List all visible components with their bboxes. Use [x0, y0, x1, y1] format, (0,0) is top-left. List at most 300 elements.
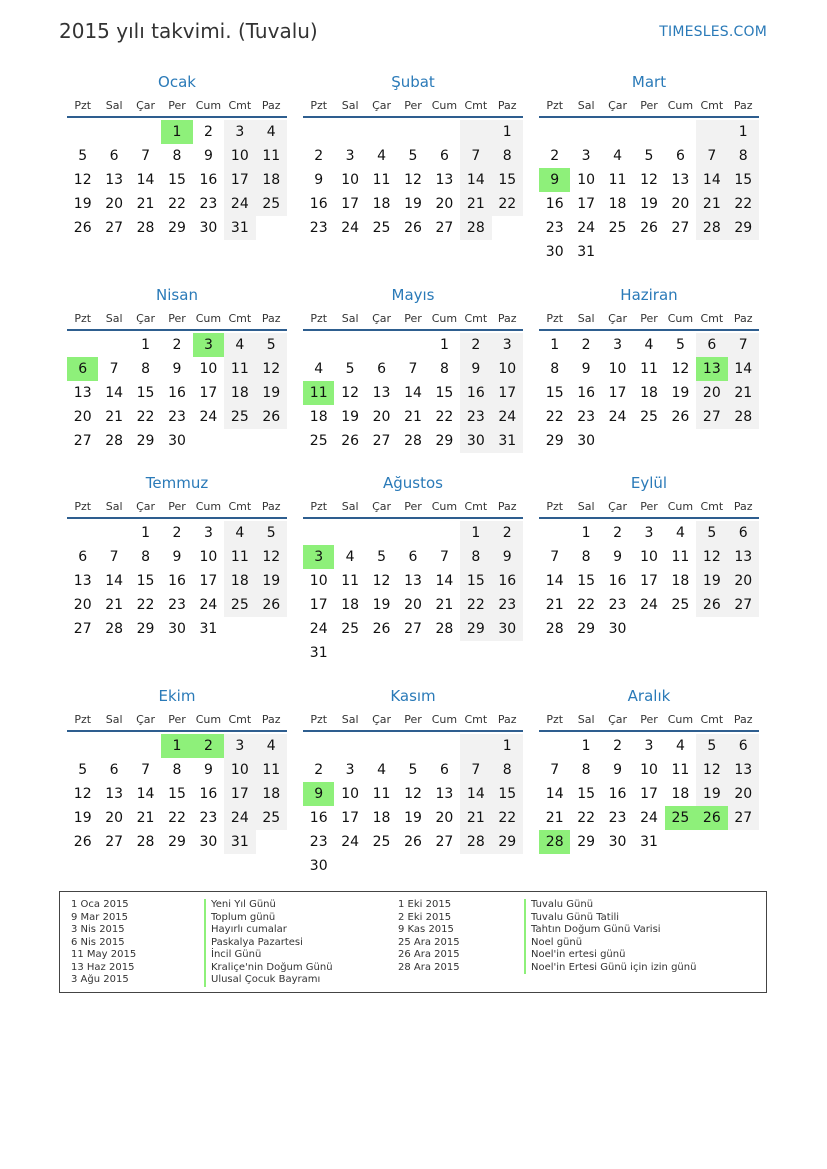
day-cell: 28 — [404, 433, 422, 449]
day-cell: 13 — [73, 385, 92, 401]
weekday-label: Paz — [497, 99, 517, 112]
day-grid — [67, 734, 287, 854]
holiday-day-cell: 26 — [696, 806, 727, 830]
day-cell: 27 — [435, 834, 454, 850]
day-cell: 1 — [439, 337, 449, 353]
day-cell: 18 — [671, 573, 690, 589]
day-cell: 10 — [224, 144, 255, 168]
empty-cell — [460, 734, 491, 758]
day-cell: 3 — [203, 525, 213, 541]
day-cell: 14 — [105, 385, 124, 401]
empty-cell — [570, 120, 601, 144]
weekday-label: Pzt — [546, 713, 564, 726]
day-cell: 26 — [341, 433, 360, 449]
empty-cell — [633, 120, 664, 144]
weekday-label: Çar — [608, 312, 628, 325]
site-brand-link[interactable]: TIMESLES.COM — [659, 24, 767, 40]
day-grid — [303, 120, 523, 240]
empty-cell — [67, 734, 98, 758]
empty-cell — [696, 120, 727, 144]
day-cell: 23 — [460, 405, 491, 429]
empty-cell — [67, 521, 98, 545]
weekday-label: Pzt — [310, 99, 328, 112]
day-cell: 28 — [460, 830, 491, 854]
day-cell: 25 — [372, 220, 391, 236]
day-cell: 12 — [640, 172, 658, 188]
day-cell: 28 — [105, 621, 124, 637]
day-cell: 1 — [492, 734, 523, 758]
day-cell: 18 — [372, 196, 391, 212]
day-cell: 28 — [460, 216, 491, 240]
day-cell: 29 — [577, 834, 596, 850]
day-cell: 8 — [581, 762, 591, 778]
day-cell: 1 — [728, 120, 759, 144]
month-name: Mayıs — [391, 286, 435, 304]
day-cell: 20 — [404, 597, 422, 613]
day-cell: 6 — [728, 521, 759, 545]
legend-holiday-name: Ulusal Çocuk Bayramı — [204, 974, 333, 987]
day-cell: 8 — [141, 361, 151, 377]
day-cell: 4 — [377, 762, 387, 778]
day-cell: 22 — [136, 409, 155, 425]
weekday-header — [67, 96, 287, 118]
month-name: Haziran — [620, 286, 678, 304]
weekday-label: Per — [404, 99, 422, 112]
holiday-day-cell: 1 — [161, 734, 192, 758]
day-cell: 4 — [377, 148, 387, 164]
legend-holiday-name: Paskalya Pazartesi — [204, 937, 333, 950]
day-cell: 17 — [309, 597, 328, 613]
day-grid — [67, 333, 287, 453]
day-cell: 24 — [640, 810, 658, 826]
day-grid — [539, 734, 759, 854]
weekday-label: Paz — [261, 500, 281, 513]
empty-cell — [334, 521, 365, 545]
day-cell: 26 — [256, 405, 287, 429]
month-7 — [303, 473, 523, 665]
weekday-label: Per — [640, 312, 658, 325]
weekday-label: Cum — [667, 99, 694, 112]
weekday-label: Paz — [497, 500, 517, 513]
weekday-label: Per — [404, 500, 422, 513]
day-grid — [303, 734, 523, 878]
day-cell: 15 — [168, 172, 186, 188]
day-cell: 29 — [577, 621, 596, 637]
weekday-label: Sal — [577, 713, 595, 726]
day-cell: 22 — [728, 192, 759, 216]
day-cell: 20 — [696, 381, 727, 405]
day-cell: 19 — [696, 782, 727, 806]
day-cell: 5 — [675, 337, 685, 353]
day-cell: 3 — [644, 738, 654, 754]
day-cell: 19 — [404, 196, 422, 212]
weekday-label: Cmt — [700, 312, 724, 325]
weekday-label: Pzt — [546, 99, 564, 112]
day-cell: 25 — [372, 834, 391, 850]
day-cell: 30 — [608, 621, 627, 637]
day-cell: 27 — [671, 220, 690, 236]
day-cell: 15 — [492, 168, 523, 192]
day-cell: 2 — [460, 333, 491, 357]
day-cell: 17 — [608, 385, 627, 401]
holiday-legend — [59, 891, 767, 993]
day-cell: 1 — [492, 120, 523, 144]
day-cell: 25 — [256, 806, 287, 830]
day-cell: 10 — [640, 762, 658, 778]
day-cell: 22 — [577, 597, 596, 613]
weekday-label: Per — [640, 99, 658, 112]
holiday-day-cell: 2 — [193, 734, 224, 758]
day-cell: 23 — [608, 597, 627, 613]
day-cell: 13 — [105, 172, 124, 188]
holiday-day-cell: 3 — [303, 545, 334, 569]
day-cell: 28 — [728, 405, 759, 429]
day-cell: 19 — [256, 569, 287, 593]
weekday-label: Per — [404, 713, 422, 726]
day-cell: 28 — [545, 621, 564, 637]
day-cell: 24 — [341, 220, 360, 236]
weekday-label: Paz — [733, 312, 753, 325]
day-cell: 22 — [545, 409, 564, 425]
weekday-label: Sal — [341, 500, 359, 513]
empty-cell — [98, 333, 129, 357]
weekday-label: Cmt — [700, 99, 724, 112]
day-cell: 15 — [492, 782, 523, 806]
day-cell: 27 — [105, 220, 124, 236]
empty-cell — [98, 120, 129, 144]
weekday-label: Cum — [195, 500, 222, 513]
day-cell: 18 — [309, 409, 328, 425]
weekday-label: Çar — [372, 500, 392, 513]
day-cell: 20 — [73, 409, 92, 425]
empty-cell — [429, 734, 460, 758]
day-cell: 21 — [136, 196, 155, 212]
weekday-label: Sal — [105, 99, 123, 112]
weekday-label: Cmt — [700, 713, 724, 726]
day-cell: 22 — [492, 192, 523, 216]
legend-date: 26 Ara 2015 — [398, 949, 460, 960]
month-name: Ağustos — [383, 474, 443, 492]
day-cell: 2 — [613, 738, 623, 754]
day-cell: 20 — [105, 196, 124, 212]
day-cell: 15 — [136, 573, 155, 589]
day-cell: 7 — [460, 144, 491, 168]
empty-cell — [67, 120, 98, 144]
month-name: Ocak — [158, 73, 196, 91]
day-cell: 30 — [545, 244, 564, 260]
weekday-label: Paz — [497, 312, 517, 325]
day-cell: 9 — [314, 172, 324, 188]
weekday-label: Per — [168, 713, 186, 726]
day-cell: 6 — [109, 762, 119, 778]
day-cell: 21 — [105, 409, 124, 425]
day-cell: 19 — [256, 381, 287, 405]
weekday-label: Paz — [733, 500, 753, 513]
day-cell: 30 — [168, 433, 186, 449]
legend-holiday-name: Noel'in Ertesi Günü için izin günü — [524, 962, 696, 975]
weekday-header — [303, 309, 523, 331]
day-cell: 16 — [492, 569, 523, 593]
day-cell: 19 — [640, 196, 658, 212]
day-cell: 23 — [199, 196, 218, 212]
day-cell: 2 — [172, 337, 182, 353]
day-cell: 2 — [172, 525, 182, 541]
day-cell: 15 — [728, 168, 759, 192]
weekday-header — [539, 710, 759, 732]
day-cell: 24 — [199, 409, 218, 425]
day-cell: 12 — [73, 172, 92, 188]
day-cell: 29 — [492, 830, 523, 854]
day-cell: 8 — [492, 758, 523, 782]
day-cell: 16 — [460, 381, 491, 405]
month-0 — [67, 72, 287, 240]
weekday-label: Sal — [105, 500, 123, 513]
day-cell: 21 — [136, 810, 155, 826]
day-cell: 7 — [550, 549, 560, 565]
day-cell: 4 — [224, 521, 255, 545]
day-cell: 3 — [345, 762, 355, 778]
day-cell: 30 — [492, 617, 523, 641]
day-cell: 16 — [199, 786, 218, 802]
day-cell: 6 — [78, 549, 88, 565]
weekday-label: Cmt — [464, 312, 488, 325]
day-cell: 8 — [172, 148, 182, 164]
legend-date: 1 Oca 2015 — [71, 899, 129, 910]
day-cell: 8 — [492, 144, 523, 168]
weekday-label: Pzt — [310, 312, 328, 325]
day-cell: 14 — [435, 573, 454, 589]
holiday-day-cell: 3 — [193, 333, 224, 357]
day-grid — [303, 521, 523, 665]
day-cell: 4 — [613, 148, 623, 164]
day-cell: 19 — [73, 810, 92, 826]
month-9 — [67, 686, 287, 854]
day-cell: 26 — [404, 220, 422, 236]
day-cell: 7 — [696, 144, 727, 168]
day-cell: 19 — [73, 196, 92, 212]
weekday-label: Çar — [136, 99, 156, 112]
day-cell: 17 — [640, 786, 658, 802]
day-cell: 11 — [372, 786, 391, 802]
weekday-label: Cum — [667, 312, 694, 325]
month-name: Aralık — [627, 687, 671, 705]
empty-cell — [397, 521, 428, 545]
day-cell: 17 — [577, 196, 596, 212]
weekday-label: Cum — [667, 713, 694, 726]
day-cell: 7 — [728, 333, 759, 357]
weekday-header — [539, 497, 759, 519]
day-cell: 20 — [73, 597, 92, 613]
day-cell: 12 — [404, 786, 422, 802]
day-cell: 27 — [696, 405, 727, 429]
weekday-label: Çar — [372, 99, 392, 112]
day-cell: 29 — [136, 433, 155, 449]
day-cell: 1 — [460, 521, 491, 545]
holiday-day-cell: 13 — [696, 357, 727, 381]
day-cell: 5 — [696, 734, 727, 758]
day-cell: 12 — [696, 758, 727, 782]
weekday-label: Cum — [195, 99, 222, 112]
day-cell: 2 — [314, 762, 324, 778]
month-3 — [67, 285, 287, 453]
day-cell: 5 — [644, 148, 654, 164]
day-cell: 21 — [545, 597, 564, 613]
day-cell: 11 — [608, 172, 627, 188]
legend-holiday-name: Noel'in ertesi günü — [524, 949, 696, 962]
day-cell: 22 — [136, 597, 155, 613]
day-cell: 31 — [224, 216, 255, 240]
day-cell: 11 — [341, 573, 360, 589]
day-cell: 4 — [675, 525, 685, 541]
day-cell: 10 — [492, 357, 523, 381]
day-cell: 24 — [341, 834, 360, 850]
month-5 — [539, 285, 759, 453]
empty-cell — [366, 333, 397, 357]
day-cell: 7 — [550, 762, 560, 778]
day-cell: 6 — [728, 734, 759, 758]
day-cell: 13 — [671, 172, 690, 188]
empty-cell — [429, 120, 460, 144]
legend-holiday-name: Tuvalu Günü Tatili — [524, 912, 696, 925]
day-cell: 6 — [696, 333, 727, 357]
day-cell: 2 — [613, 525, 623, 541]
day-cell: 24 — [224, 192, 255, 216]
day-cell: 18 — [372, 810, 391, 826]
day-cell: 4 — [345, 549, 355, 565]
day-cell: 23 — [199, 810, 218, 826]
day-cell: 24 — [309, 621, 328, 637]
day-cell: 9 — [492, 545, 523, 569]
day-cell: 29 — [460, 617, 491, 641]
day-cell: 20 — [728, 782, 759, 806]
weekday-label: Paz — [733, 713, 753, 726]
day-cell: 14 — [404, 385, 422, 401]
day-cell: 16 — [608, 573, 627, 589]
day-cell: 3 — [224, 120, 255, 144]
day-cell: 12 — [696, 545, 727, 569]
month-4 — [303, 285, 523, 453]
day-cell: 8 — [460, 545, 491, 569]
legend-date: 9 Mar 2015 — [71, 911, 129, 923]
weekday-label: Çar — [136, 500, 156, 513]
day-cell: 19 — [404, 810, 422, 826]
day-cell: 5 — [377, 549, 387, 565]
day-grid — [539, 120, 759, 264]
day-cell: 27 — [73, 621, 92, 637]
empty-cell — [397, 120, 428, 144]
day-cell: 11 — [671, 549, 690, 565]
day-cell: 16 — [309, 810, 328, 826]
day-cell: 22 — [168, 196, 186, 212]
day-cell: 30 — [199, 834, 218, 850]
day-cell: 4 — [644, 337, 654, 353]
day-cell: 3 — [581, 148, 591, 164]
day-cell: 18 — [224, 381, 255, 405]
day-cell: 23 — [168, 597, 186, 613]
holiday-day-cell: 6 — [67, 357, 98, 381]
weekday-label: Cmt — [464, 500, 488, 513]
day-cell: 23 — [309, 220, 328, 236]
day-cell: 28 — [136, 220, 155, 236]
day-cell: 26 — [73, 220, 92, 236]
day-cell: 10 — [341, 786, 360, 802]
legend-names-left — [204, 899, 333, 987]
day-cell: 9 — [172, 549, 182, 565]
legend-date: 3 Ağu 2015 — [71, 974, 129, 985]
day-cell: 11 — [256, 144, 287, 168]
day-cell: 21 — [728, 381, 759, 405]
legend-date: 2 Eki 2015 — [398, 911, 452, 923]
legend-date: 1 Eki 2015 — [398, 899, 452, 910]
weekday-header — [67, 710, 287, 732]
day-cell: 16 — [168, 573, 186, 589]
day-cell: 14 — [460, 168, 491, 192]
day-cell: 15 — [136, 385, 155, 401]
day-cell: 15 — [168, 786, 186, 802]
legend-date: 3 Nis 2015 — [71, 924, 125, 935]
day-cell: 18 — [256, 168, 287, 192]
day-cell: 28 — [136, 834, 155, 850]
month-name: Temmuz — [145, 474, 209, 492]
day-cell: 26 — [73, 834, 92, 850]
day-cell: 15 — [577, 573, 596, 589]
day-cell: 5 — [256, 521, 287, 545]
weekday-label: Pzt — [310, 713, 328, 726]
day-cell: 7 — [439, 549, 449, 565]
day-cell: 21 — [460, 192, 491, 216]
day-cell: 30 — [168, 621, 186, 637]
day-cell: 18 — [224, 569, 255, 593]
weekday-label: Çar — [136, 312, 156, 325]
weekday-label: Per — [168, 500, 186, 513]
month-name: Şubat — [391, 73, 435, 91]
holiday-day-cell: 11 — [303, 381, 334, 405]
day-cell: 29 — [728, 216, 759, 240]
weekday-header — [303, 96, 523, 118]
day-cell: 1 — [581, 738, 591, 754]
day-cell: 2 — [203, 124, 213, 140]
day-cell: 14 — [136, 786, 155, 802]
day-cell: 27 — [73, 433, 92, 449]
day-cell: 3 — [345, 148, 355, 164]
day-cell: 26 — [372, 621, 391, 637]
day-cell: 26 — [404, 834, 422, 850]
legend-holiday-name: Noel günü — [524, 937, 696, 950]
empty-cell — [303, 521, 334, 545]
empty-cell — [334, 333, 365, 357]
day-cell: 25 — [224, 405, 255, 429]
day-cell: 27 — [404, 621, 422, 637]
day-cell: 6 — [439, 148, 449, 164]
day-cell: 26 — [671, 409, 690, 425]
day-cell: 24 — [492, 405, 523, 429]
empty-cell — [460, 120, 491, 144]
legend-date: 9 Kas 2015 — [398, 924, 454, 935]
day-cell: 22 — [168, 810, 186, 826]
weekday-label: Sal — [577, 500, 595, 513]
day-cell: 27 — [435, 220, 454, 236]
legend-dates-left — [71, 899, 136, 987]
month-name: Kasım — [390, 687, 436, 705]
legend-holiday-name: Toplum günü — [204, 912, 333, 925]
day-cell: 24 — [199, 597, 218, 613]
day-cell: 25 — [256, 192, 287, 216]
weekday-label: Çar — [136, 713, 156, 726]
day-grid — [303, 333, 523, 453]
empty-cell — [429, 521, 460, 545]
legend-holiday-name: Kraliçe'nin Doğum Günü — [204, 962, 333, 975]
day-cell: 13 — [435, 172, 454, 188]
